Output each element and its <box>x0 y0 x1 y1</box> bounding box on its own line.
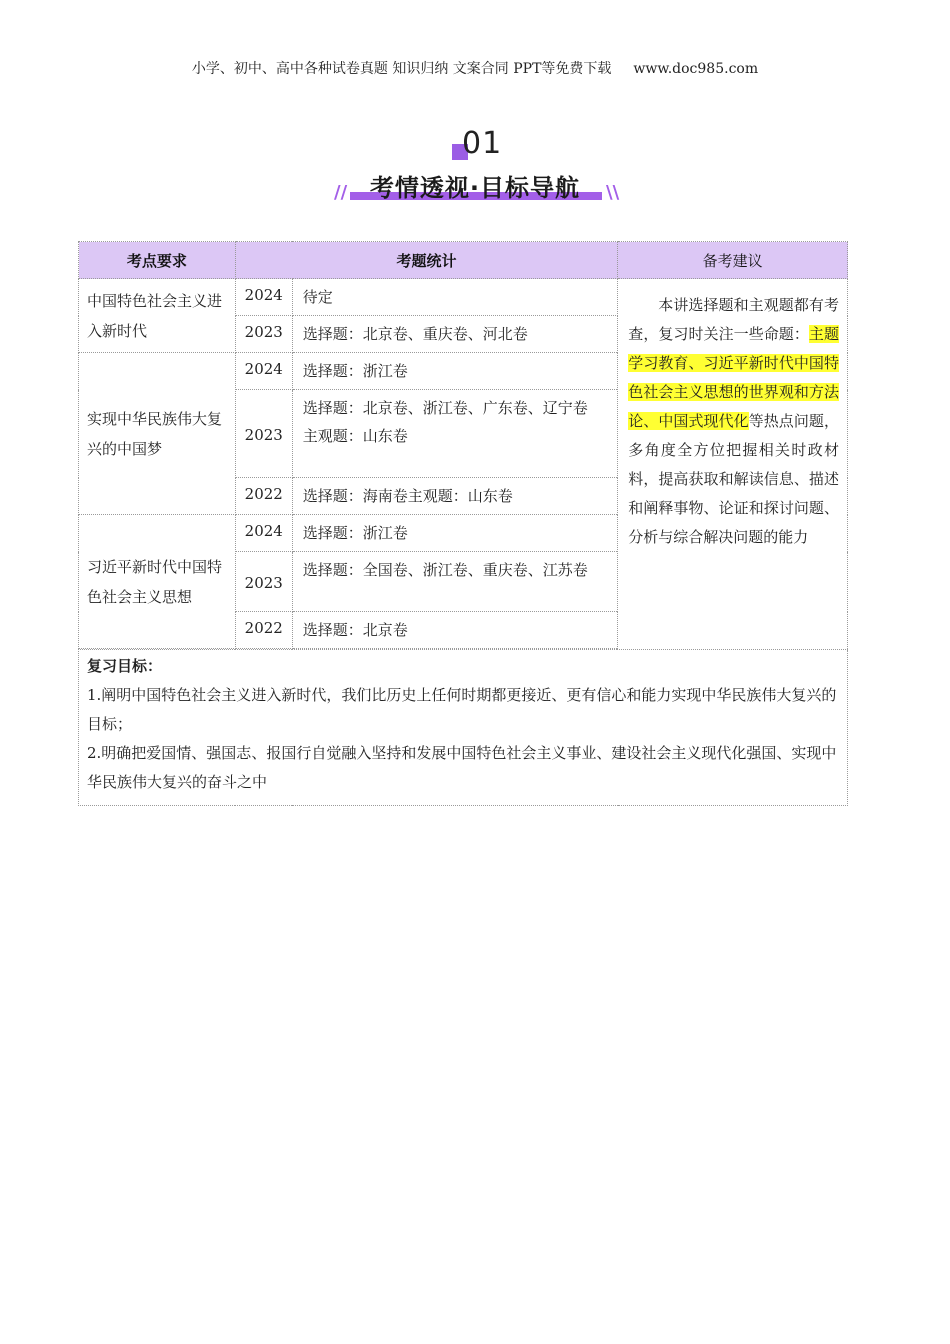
header-topic: 考点要求 <box>79 242 236 279</box>
header-site[interactable]: www.doc985.com <box>633 61 759 77</box>
goals-cell <box>79 650 848 806</box>
detail-line: 选择题：北京卷、浙江卷、广东卷、辽宁卷 <box>302 399 588 417</box>
exam-analysis-table <box>78 241 848 806</box>
advice-text: 本讲选择题和主观题都有考查，复习时关注一些命题： <box>628 296 839 343</box>
detail-line: 主观题：山东卷 <box>302 427 408 445</box>
year-cell: 2024 <box>235 515 292 552</box>
advice-cell <box>618 279 848 650</box>
header-advice: 备考建议 <box>618 242 848 279</box>
detail-cell: 选择题：全国卷、浙江卷、重庆卷、江苏卷 <box>292 552 618 612</box>
slash-decoration-right: \\ <box>606 182 620 203</box>
header-banner: 小学、初中、高中各种试卷真题 知识归纳 文案合同 PPT等免费下载 <box>191 61 612 77</box>
goal-item: 1.阐明中国特色社会主义进入新时代，我们比历史上任何时期都更接近、更有信心和能力实现中华民族伟大复兴的目标； <box>87 686 837 733</box>
goal-item: 2.明确把爱国情、强国志、报国行自觉融入坚持和发展中国特色社会主义事业、建设社会主义现代化强国、实现中华民族伟大复兴的奋斗之中 <box>87 744 837 791</box>
section-number: 01 <box>462 126 503 161</box>
header-stats: 考题统计 <box>235 242 617 279</box>
advice-highlight: 主题学习教育、习近平新时代中国特色社会主义思想的世界观和方法论、中国式现代化 <box>628 325 839 430</box>
table-header-row <box>79 242 848 279</box>
year-cell: 2024 <box>235 353 292 390</box>
topic-cell: 习近平新时代中国特色社会主义思想 <box>79 515 236 649</box>
detail-cell: 选择题：浙江卷 <box>292 353 618 390</box>
detail-cell: 待定 <box>292 279 618 316</box>
topic-cell: 实现中华民族伟大复兴的中国梦 <box>79 353 236 515</box>
detail-cell <box>292 390 618 478</box>
topic-cell: 中国特色社会主义进入新时代 <box>79 279 236 353</box>
page-header <box>0 58 950 78</box>
section-number-badge <box>452 128 512 168</box>
year-cell: 2023 <box>235 552 292 612</box>
year-cell: 2024 <box>235 279 292 316</box>
year-cell: 2022 <box>235 478 292 515</box>
detail-cell: 选择题：浙江卷 <box>292 515 618 552</box>
goals-title: 复习目标： <box>87 657 163 675</box>
year-cell: 2023 <box>235 316 292 353</box>
goals-row <box>79 650 848 806</box>
detail-cell: 选择题：北京卷、重庆卷、河北卷 <box>292 316 618 353</box>
advice-text-after: 等热点问题，多角度全方位把握相关时政材料，提高获取和解读信息、描述和阐释事物、论证和探讨问题、分析与综合解决问题的能力 <box>628 412 839 546</box>
section-heading <box>0 128 950 208</box>
detail-cell: 选择题：北京卷 <box>292 612 618 649</box>
table-row <box>79 279 848 316</box>
section-title: 考情透视·目标导航 <box>369 174 581 202</box>
year-cell: 2022 <box>235 612 292 649</box>
year-cell: 2023 <box>235 390 292 478</box>
detail-cell: 选择题：海南卷主观题：山东卷 <box>292 478 618 515</box>
slash-decoration-left: // <box>334 182 348 203</box>
